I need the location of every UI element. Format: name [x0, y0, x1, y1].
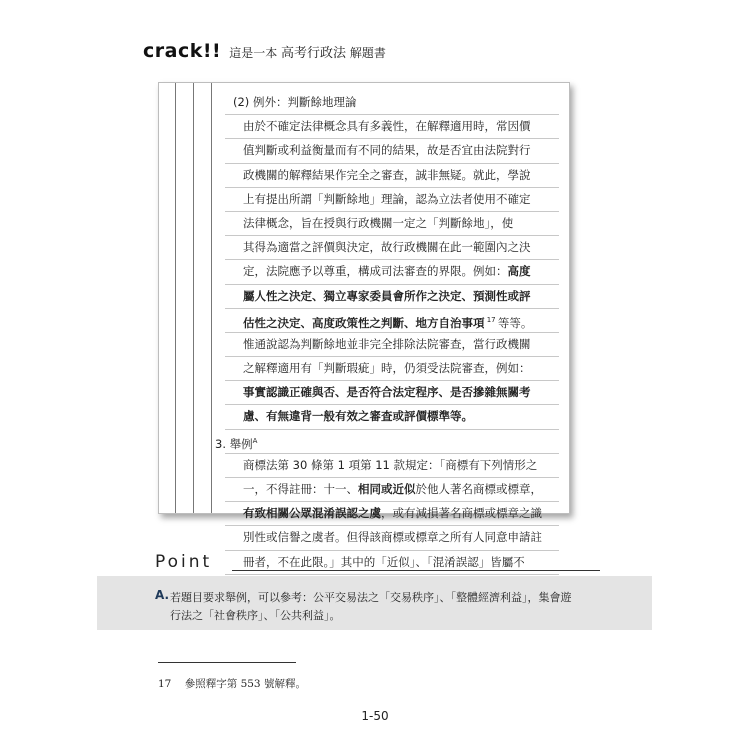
text-line — [225, 357, 559, 381]
text-line-content — [243, 333, 531, 355]
superscript-ref: A — [252, 436, 258, 445]
bold-text: 慮、有無違背一般有效之審查或評價標準等。 — [243, 409, 473, 424]
footnote-number: 17 — [158, 678, 172, 690]
text-run: ，或有減損著名商標或標章之識 — [381, 506, 542, 521]
book-title-main: 高考行政法 — [281, 46, 347, 61]
text-lines — [215, 91, 559, 599]
book-title — [229, 42, 386, 61]
margin-line — [175, 83, 176, 513]
text-run: 法律概念，旨在授與行政機關一定之「判斷餘地」，使 — [243, 215, 514, 230]
text-line — [225, 236, 559, 260]
text-line — [225, 381, 559, 405]
text-line-content — [243, 381, 531, 403]
text-run: 由於不確定法律概念具有多義性，在解釋適用時，常因價 — [243, 119, 531, 134]
point-label: A. — [155, 588, 170, 602]
text-run: 等等。 — [497, 315, 533, 330]
book-title-pre: 這是一本 — [229, 46, 278, 60]
text-run: 上有提出所謂「判斷餘地」理論，認為立法者使用不確定 — [243, 191, 531, 206]
text-run: 於他人著名商標或標章， — [415, 482, 542, 496]
footnote-rule — [158, 662, 296, 663]
bold-text: 相同或近似 — [358, 482, 416, 496]
point-title: Point — [155, 552, 213, 572]
margin-line — [211, 83, 212, 513]
bold-text: 估性之決定、高度政策性之判斷、地方自治事項 — [243, 315, 485, 330]
text-run: 商標法第 30 條第 1 項第 11 款規定：「商標有下列情形之 — [243, 457, 538, 472]
text-line-content — [243, 478, 542, 500]
text-run: 惟通說認為判斷餘地並非完全排除法院審查，當行政機關 — [243, 336, 531, 351]
text-run: 別性或信譽之虞者。但得該商標或標章之所有人同意申請註 — [243, 530, 542, 545]
point-text-line: 若題目要求舉例，可以參考：公平交易法之「交易秩序」、「整體經濟利益」，集會遊 — [170, 591, 572, 604]
text-line-content — [215, 430, 257, 455]
text-run: (2) 例外：判斷餘地理論 — [233, 95, 357, 109]
footnote — [158, 676, 306, 691]
text-line — [225, 526, 559, 550]
text-line-content — [243, 405, 473, 427]
bold-text: 有致相關公眾混淆誤認之虞 — [243, 506, 381, 521]
bold-text: 屬人性之決定、獨立專家委員會所作之決定、預測性或評 — [243, 288, 531, 303]
point-rule — [232, 570, 600, 571]
point-box — [97, 576, 652, 630]
text-line-content — [243, 212, 513, 234]
brand-logo: crack!! — [143, 40, 222, 62]
book-title-post: 解題書 — [349, 46, 386, 60]
bold-text: 事實認識正確與否、是否符合法定程序、是否摻雜無關考 — [243, 385, 531, 400]
text-line — [225, 309, 559, 333]
superscript-ref: 17 — [484, 315, 498, 324]
margin-line — [193, 83, 194, 513]
page-number: 1-50 — [361, 709, 389, 723]
text-line — [225, 164, 559, 188]
text-run: 冊者，不在此限。」其中的「近似」、「混淆誤認」皆屬不 — [243, 554, 525, 569]
text-line-content — [243, 502, 542, 524]
text-line — [225, 115, 559, 139]
text-line-content — [243, 454, 537, 476]
text-line-content — [243, 164, 531, 186]
text-run: 其得為適當之評價與決定，故行政機關在此一範圍內之決 — [243, 240, 531, 255]
text-line-content — [243, 526, 542, 548]
bold-text: 高度 — [507, 264, 531, 279]
text-line — [225, 91, 559, 115]
text-run: 之解釋適用有「判斷瑕疵」時，仍須受法院審查，例如： — [243, 361, 531, 376]
text-run: 定，法院應予以尊重，構成司法審查的界限。例如： — [243, 264, 508, 279]
text-line-content — [243, 285, 531, 307]
text-run: 3. 舉例 — [215, 436, 253, 451]
footnote-text: 參照釋字第 553 號解釋。 — [184, 678, 306, 690]
text-line — [225, 454, 559, 478]
text-run: 政機關的解釋結果作完全之審查，誠非無疑。就此，學說 — [243, 167, 531, 182]
text-run: 值判斷或利益衡量而有不同的結果，故是否宜由法院對行 — [243, 143, 531, 158]
text-run: 一，不得註冊：十一、 — [243, 482, 358, 496]
text-line — [215, 430, 559, 454]
text-line — [225, 260, 559, 284]
text-line-content — [233, 91, 356, 113]
text-line — [225, 285, 559, 309]
text-line-content — [243, 260, 531, 282]
running-header — [143, 40, 386, 64]
text-line — [225, 551, 559, 575]
text-line — [225, 333, 559, 357]
text-line-content — [243, 139, 531, 161]
text-line — [225, 502, 559, 526]
text-line — [225, 212, 559, 236]
text-line-content — [243, 357, 531, 379]
text-line — [225, 139, 559, 163]
point-text-line: 行法之「社會秩序」、「公共利益」。 — [170, 609, 341, 622]
text-line-content — [243, 309, 532, 334]
text-line — [225, 405, 559, 429]
text-line — [225, 188, 559, 212]
text-line-content — [243, 188, 531, 210]
text-line-content — [243, 236, 531, 258]
text-line — [225, 478, 559, 502]
text-line-content — [243, 115, 531, 137]
